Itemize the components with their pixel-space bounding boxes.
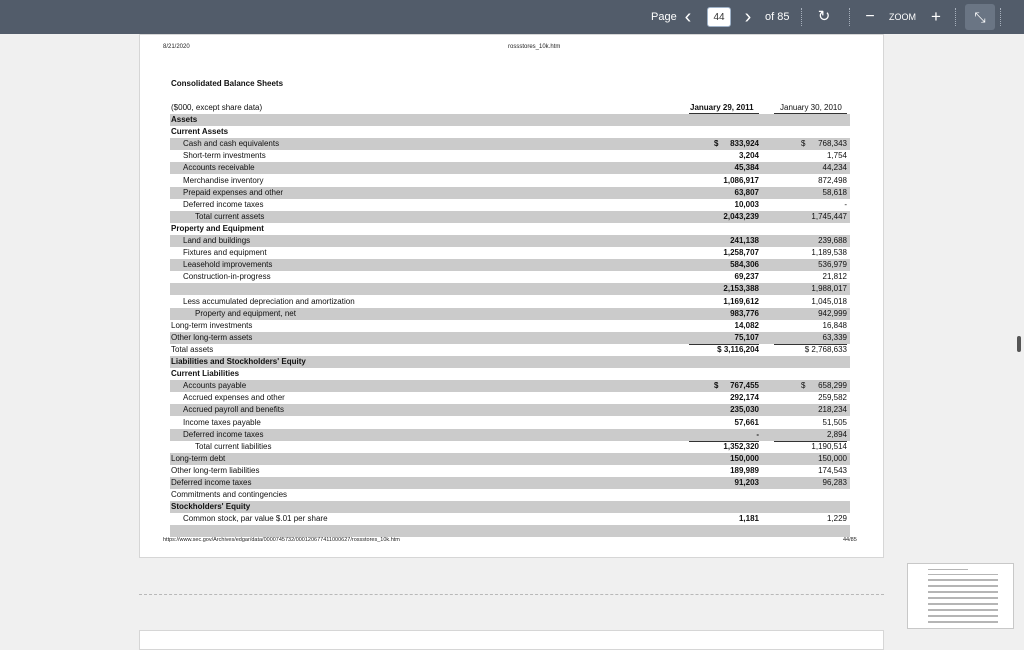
table-row (170, 465, 850, 477)
row-label: Liabilities and Stockholders' Equity (171, 357, 306, 366)
table-row (170, 525, 850, 537)
prev-page-button[interactable]: ‹ (684, 6, 692, 28)
next-document-page (139, 630, 884, 650)
value-2011: 10,003 (734, 199, 759, 209)
page-thumbnail[interactable] (907, 563, 1014, 629)
value-2011: 1,181 (738, 514, 759, 524)
table-row (170, 501, 850, 513)
table-row (170, 296, 850, 308)
row-label: Income taxes payable (183, 417, 261, 427)
fit-page-button[interactable] (965, 4, 995, 30)
table-row (170, 489, 850, 501)
row-label: Long-term investments (171, 320, 253, 330)
value-2011: 2,153,388 (723, 284, 759, 294)
zoom-in-button[interactable]: + (931, 7, 941, 26)
table-row (170, 126, 850, 138)
table-row (170, 380, 850, 392)
row-label: Leasehold improvements (183, 260, 273, 270)
value-2010: 768,343 (818, 139, 847, 149)
value-2010: 16,848 (822, 320, 847, 330)
value-2011: 2,043,239 (723, 211, 759, 221)
table-row (170, 368, 850, 380)
table-row (170, 404, 850, 416)
row-label: Short-term investments (183, 151, 266, 161)
row-label: Deferred income taxes (183, 429, 264, 439)
value-2010: 51,505 (822, 417, 847, 427)
row-label: Deferred income taxes (183, 199, 264, 209)
value-2011: 189,989 (730, 465, 759, 475)
page-number-input[interactable]: 44 (707, 7, 731, 27)
row-label: Deferred income taxes (171, 478, 252, 487)
row-label: Prepaid expenses and other (183, 187, 284, 197)
row-label: Merchandise inventory (183, 175, 264, 185)
page-footer-count: 44/85 (843, 537, 857, 543)
table-row (170, 138, 850, 150)
row-label: Cash and cash equivalents (183, 139, 280, 149)
value-2010: 942,999 (818, 308, 847, 318)
value-2010: 239,688 (818, 236, 847, 245)
row-label: Accounts payable (183, 381, 247, 391)
print-filename: rossstores_10k.htm (508, 44, 561, 50)
value-2010: 1,045,018 (811, 296, 847, 306)
value-2011: 91,203 (734, 478, 759, 487)
row-label: Other long-term liabilities (171, 465, 260, 475)
column-header-2011: January 29, 2011 (690, 103, 754, 112)
row-label: Total current assets (195, 211, 265, 221)
row-label: Other long-term assets (171, 332, 253, 342)
value-2010: 218,234 (818, 405, 847, 415)
table-row (170, 477, 850, 489)
value-2011: 292,174 (730, 393, 759, 403)
table-row (170, 114, 850, 126)
table-row (170, 441, 850, 453)
row-label: Property and equipment, net (195, 308, 296, 318)
value-2011: 150,000 (730, 453, 759, 463)
value-2011: 45,384 (734, 163, 759, 173)
row-label: Current Assets (171, 127, 229, 137)
toolbar-divider (1000, 8, 1001, 26)
row-label: Land and buildings (183, 236, 251, 245)
currency-symbol: $ (714, 139, 719, 149)
scrollbar-thumb[interactable] (1017, 336, 1021, 352)
value-2011: 1,258,707 (723, 248, 759, 258)
row-label: Common stock, par value $.01 per share (183, 514, 328, 524)
expand-icon: ⤡ (974, 9, 986, 25)
value-2010: 2,894 (826, 429, 847, 439)
value-2010: 44,234 (822, 163, 847, 173)
row-label: Fixtures and equipment (183, 248, 267, 258)
toolbar-divider (955, 8, 956, 26)
row-label: Accrued expenses and other (183, 393, 285, 403)
row-label: Total assets (171, 344, 214, 354)
value-2010: 872,498 (818, 175, 847, 185)
value-2010: 96,283 (822, 478, 847, 487)
value-2011: 69,237 (734, 272, 759, 282)
units-label: ($000, except share data) (171, 103, 263, 112)
value-2010: - (844, 199, 847, 209)
source-url: https://www.sec.gov/Archives/edgar/data/0000745732/000120677411000627/rossstores_10k.htm (163, 537, 400, 543)
table-row (170, 259, 850, 271)
table-row (170, 453, 850, 465)
page-title: Consolidated Balance Sheets (171, 79, 284, 88)
value-2011: 57,661 (734, 417, 759, 427)
value-2010: 658,299 (818, 381, 847, 391)
value-2011: - (756, 429, 759, 439)
table-row (170, 283, 850, 295)
zoom-out-button[interactable]: − (865, 8, 875, 25)
value-2010: 536,979 (818, 260, 847, 270)
row-label: Property and Equipment (171, 223, 264, 233)
table-row (170, 513, 850, 525)
rotate-icon[interactable]: ↻ (817, 8, 831, 25)
value-2010: 21,812 (822, 272, 847, 282)
value-2010: 63,339 (822, 332, 847, 342)
column-header-2010: January 30, 2010 (780, 103, 842, 112)
table-row (170, 162, 850, 174)
page-count-label: of 85 (765, 11, 790, 23)
table-row (170, 320, 850, 332)
table-row (170, 344, 850, 356)
table-row (170, 175, 850, 187)
row-label: Construction-in-progress (183, 272, 271, 282)
table-row (170, 332, 850, 344)
toolbar-divider (849, 8, 850, 26)
value-2010: 174,543 (818, 465, 847, 475)
currency-symbol: $ (801, 139, 806, 149)
table-row (170, 271, 850, 283)
row-label: Stockholders' Equity (171, 502, 251, 512)
value-2011: $ 3,116,204 (717, 344, 759, 354)
value-2011: 584,306 (730, 260, 759, 270)
table-row (170, 308, 850, 320)
table-row (170, 199, 850, 211)
value-2011: 3,204 (738, 151, 759, 161)
table-row (170, 417, 850, 429)
value-2010: 259,582 (818, 393, 847, 403)
row-label: Commitments and contingencies (171, 490, 288, 500)
value-2010: 1,229 (826, 514, 847, 524)
row-label: Long-term debt (171, 453, 226, 463)
viewer-toolbar (0, 0, 1024, 34)
value-2010: 1,754 (826, 151, 847, 161)
table-row (170, 187, 850, 199)
value-2010: 1,190,514 (811, 441, 847, 451)
table-row (170, 235, 850, 247)
value-2010: $ 2,768,633 (804, 344, 847, 354)
value-2011: 14,082 (734, 320, 759, 330)
row-label: Assets (171, 115, 198, 124)
table-row (170, 150, 850, 162)
value-2011: 1,352,320 (723, 441, 759, 451)
row-label: Total current liabilities (195, 441, 272, 451)
table-row (170, 356, 850, 368)
value-2011: 983,776 (730, 308, 759, 318)
row-label: Less accumulated depreciation and amortization (183, 296, 355, 306)
value-2010: 150,000 (818, 453, 847, 463)
value-2011: 1,086,917 (723, 175, 759, 185)
table-row (170, 392, 850, 404)
table-row (170, 247, 850, 259)
toolbar-divider (801, 8, 802, 26)
table-row (170, 211, 850, 223)
page-separator (139, 594, 884, 595)
value-2011: 235,030 (730, 405, 759, 415)
value-2010: 58,618 (822, 187, 847, 197)
value-2011: 1,169,612 (723, 296, 759, 306)
value-2010: 1,988,017 (811, 284, 847, 294)
value-2011: 833,924 (730, 139, 759, 149)
value-2011: 241,138 (730, 236, 759, 245)
currency-symbol: $ (714, 381, 719, 391)
table-row (170, 223, 850, 235)
value-2011: 767,455 (730, 381, 759, 391)
page-label: Page (651, 11, 677, 23)
print-date: 8/21/2020 (163, 44, 190, 50)
value-2011: 75,107 (734, 332, 759, 342)
row-label: Accounts receivable (183, 163, 255, 173)
table-row (170, 429, 850, 441)
next-page-button[interactable]: › (744, 6, 752, 28)
value-2010: 1,189,538 (811, 248, 847, 258)
zoom-label: ZOOM (889, 12, 916, 22)
row-label: Current Liabilities (171, 369, 240, 379)
row-label: Accrued payroll and benefits (183, 405, 284, 415)
value-2011: 63,807 (734, 187, 759, 197)
currency-symbol: $ (801, 381, 806, 391)
value-2010: 1,745,447 (811, 211, 847, 221)
